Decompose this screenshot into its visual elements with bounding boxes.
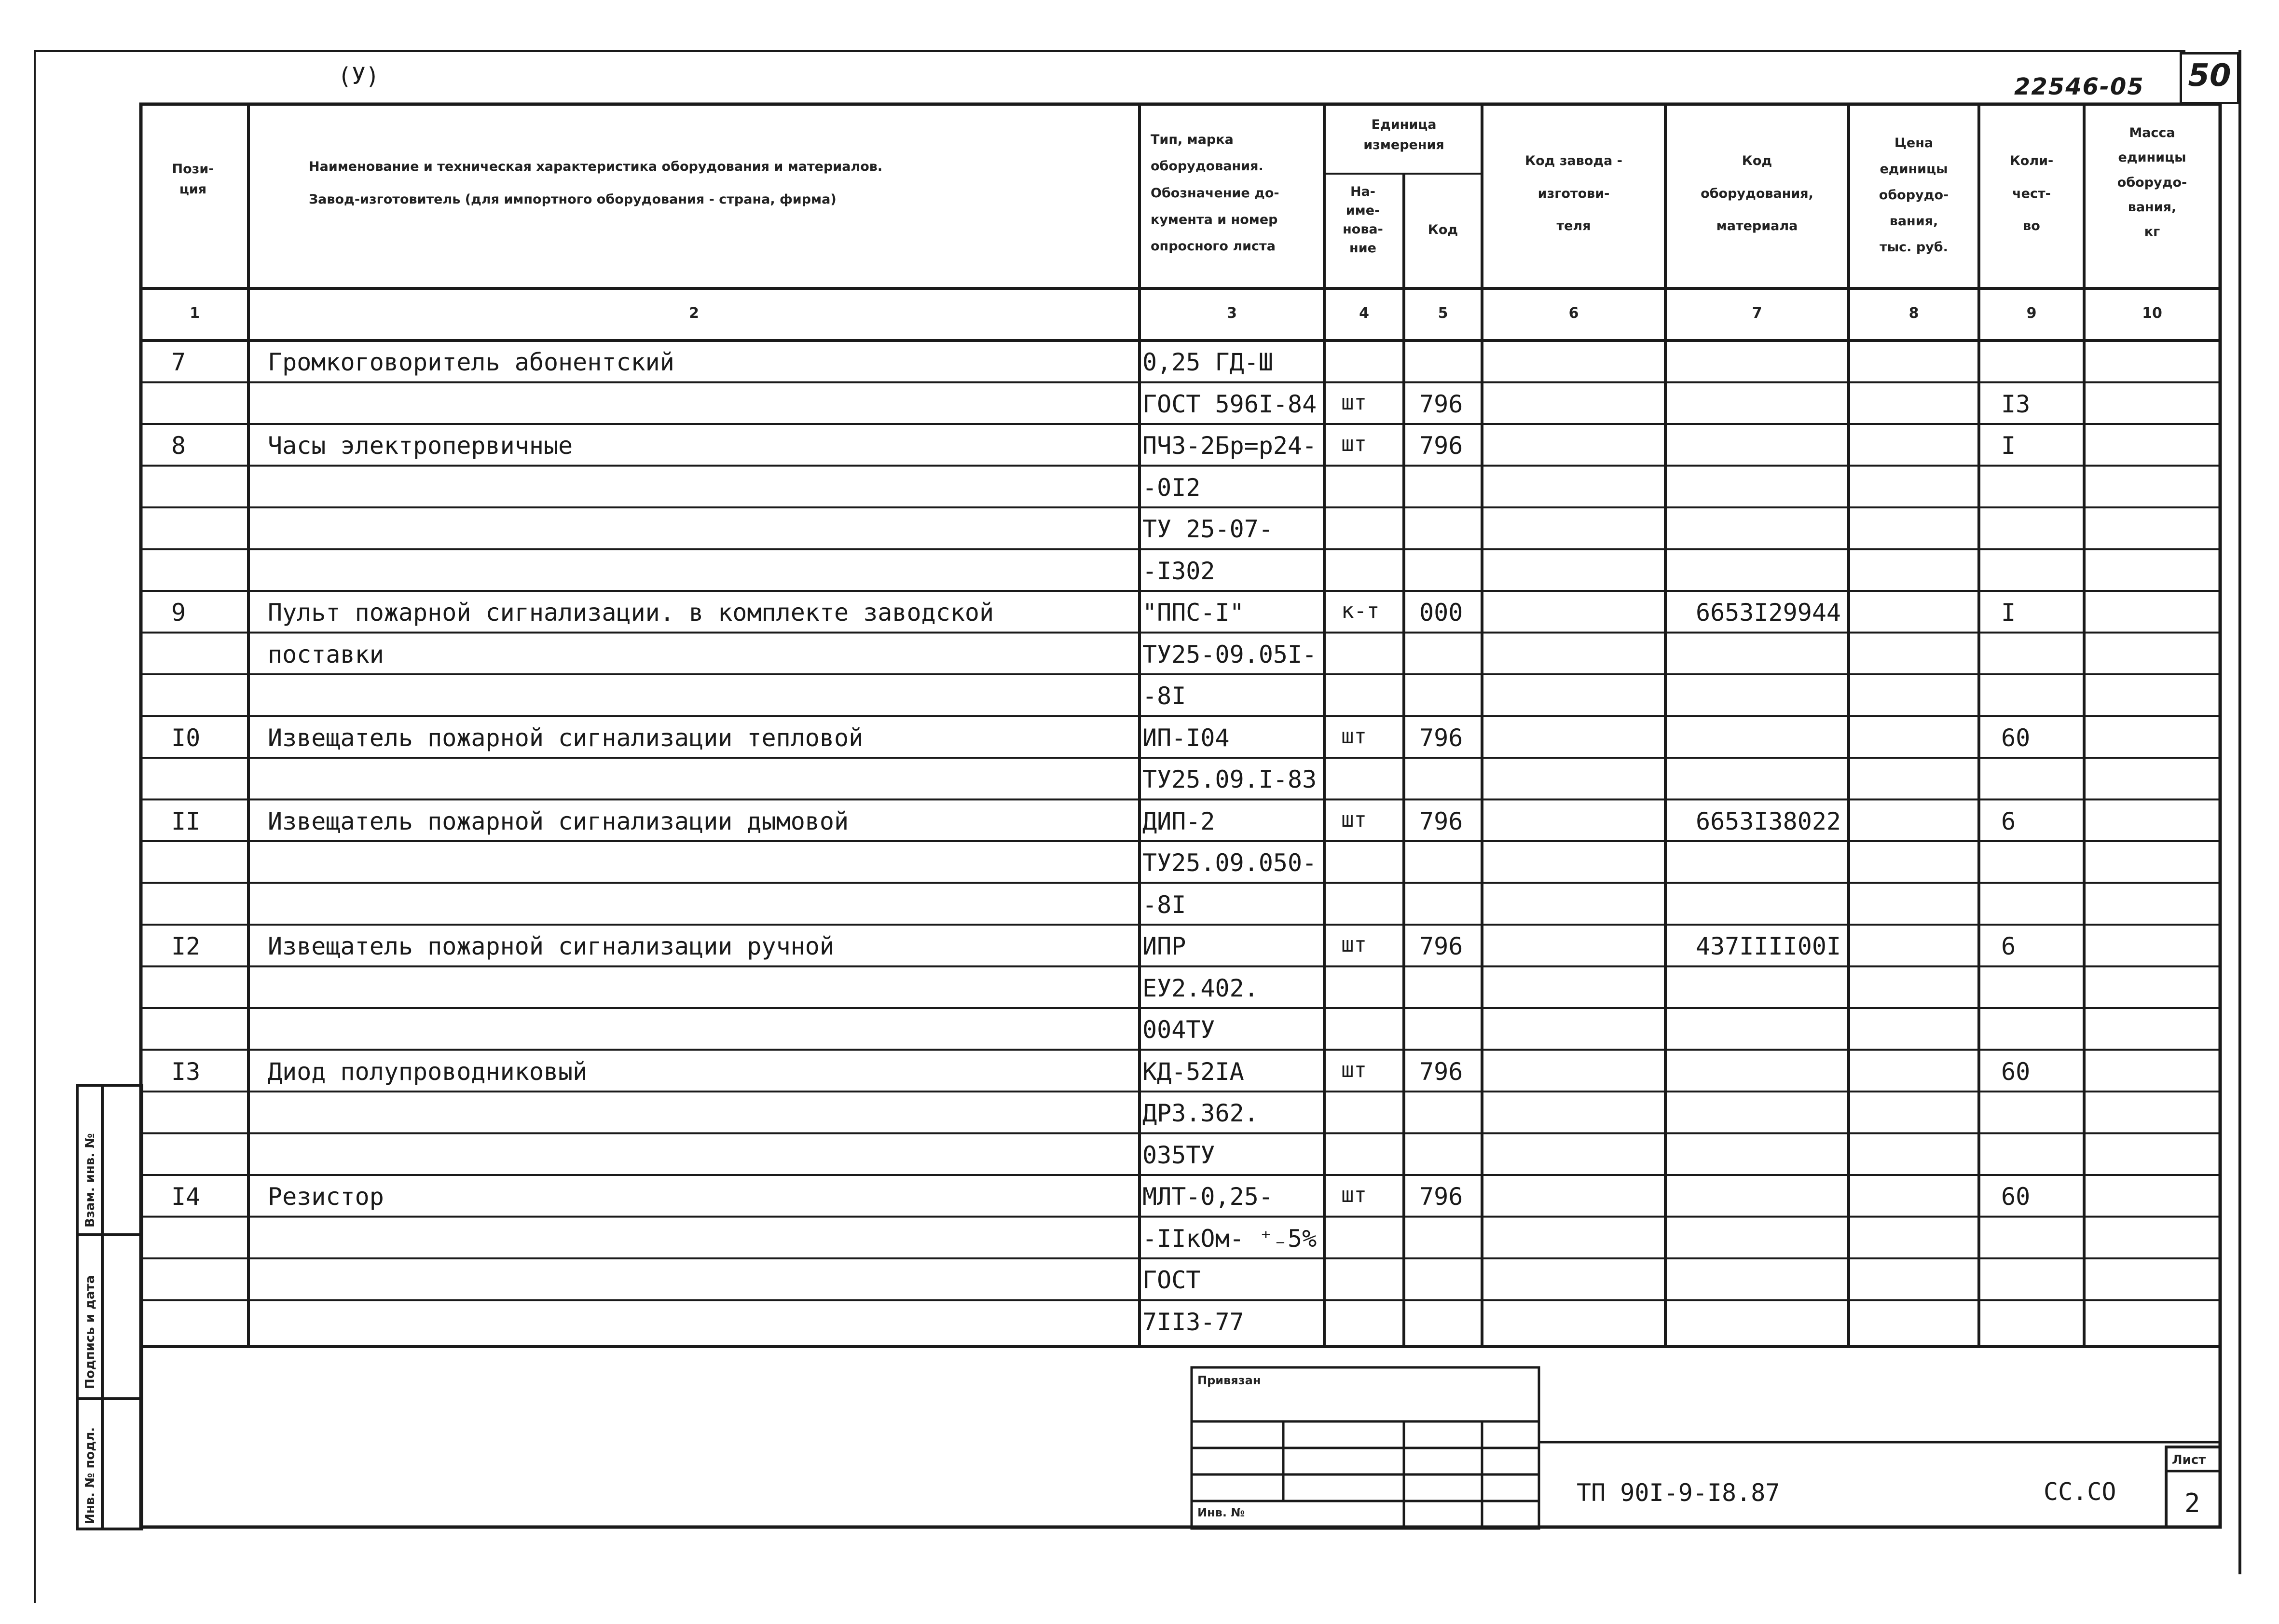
cell-quantity: 60 (2001, 1183, 2031, 1211)
header-text: теля (1556, 218, 1591, 233)
header-text: ние (1349, 241, 1376, 256)
column-number: 2 (689, 305, 699, 322)
side-label-inv-podl: Инв. № подл. (83, 1427, 97, 1524)
header-text: Завод-изготовитель (для импортного оборудования - страна, фирма) (309, 191, 837, 207)
cell-unit-code: 796 (1419, 723, 1463, 752)
cell-unit-code: 796 (1419, 932, 1463, 960)
cell-type: МЛТ-0,25- (1142, 1183, 1273, 1211)
cell-type: ДИП-2 (1142, 807, 1215, 835)
header-text: оборудо- (1879, 188, 1949, 203)
header-text: Обозначение до- (1151, 185, 1279, 201)
header-position (145, 159, 241, 200)
header-text: На- (1350, 184, 1376, 199)
cell-unit-code: 000 (1419, 599, 1463, 627)
stamp-code: СС.СО (2044, 1478, 2116, 1506)
cell-position: 7 (171, 348, 186, 376)
side-label-vzam-inv: Взам. инв. № (83, 1133, 97, 1228)
header-text: единицы (1880, 162, 1948, 177)
cell-type: -8I (1142, 682, 1186, 710)
cell-name: Извещатель пожарной сигнализации тепловой (268, 723, 864, 752)
cell-type: ТУ25.09.050- (1142, 849, 1317, 877)
header-text: оборудования. (1151, 159, 1263, 174)
cell-quantity: 6 (2001, 932, 2016, 960)
cell-type: ДР3.362. (1142, 1099, 1259, 1127)
header-text: во (2023, 218, 2040, 233)
cell-type: ПЧЗ-2Бр=р24- (1142, 432, 1317, 460)
side-label-signature-date: Подпись и дата (83, 1275, 97, 1389)
header-text: измерения (1363, 137, 1444, 152)
header-text: вания, (1889, 214, 1938, 229)
stamp-sheet-value: 2 (2184, 1488, 2200, 1518)
cell-name: Резистор (268, 1183, 384, 1211)
cell-name: Пульт пожарной сигнализации. в комплекте заводской (268, 599, 994, 627)
cell-type: 035ТУ (1142, 1141, 1215, 1169)
cell-type: 0,25 ГД-Ш (1142, 348, 1273, 376)
header-text: Наименование и техническая характеристика оборудования и материалов. (309, 159, 883, 174)
column-number: 4 (1359, 305, 1369, 322)
stamp-privyazan: Привязан (1197, 1374, 1261, 1387)
sheet-mark: (У) (338, 63, 380, 90)
cell-position: I0 (171, 723, 201, 752)
header-equip-code (1665, 145, 1849, 243)
cell-quantity: I3 (2001, 390, 2031, 418)
cell-type: 7II3-77 (1142, 1308, 1244, 1336)
header-text: оборудования, (1701, 186, 1813, 201)
cell-type: ТУ25-09.05I- (1142, 640, 1317, 669)
cell-type: -0I2 (1142, 473, 1201, 502)
column-number: 6 (1568, 305, 1579, 322)
cell-quantity: 60 (2001, 1057, 2031, 1086)
cell-type: ИПР (1142, 932, 1186, 960)
cell-quantity: 60 (2001, 723, 2031, 752)
stamp-inv-no: Инв. № (1197, 1506, 1245, 1519)
cell-type: -I302 (1142, 557, 1215, 585)
header-mass (2084, 121, 2220, 244)
header-text: Тип, марка (1151, 132, 1234, 147)
column-number: 8 (1908, 305, 1919, 322)
cell-type: ТУ25.09.I-83 (1142, 765, 1317, 793)
header-text: име- (1345, 203, 1380, 218)
page-number: 50 (2188, 58, 2231, 94)
cell-type: ТУ 25-07- (1142, 515, 1273, 543)
column-number: 7 (1752, 305, 1762, 322)
cell-type: ГОСТ 596I-84 (1142, 390, 1317, 418)
header-type (1151, 126, 1319, 260)
cell-type: ЕУ2.402. (1142, 974, 1259, 1002)
stamp-designation: ТП 90I-9-I8.87 (1577, 1479, 1780, 1507)
header-text: чест- (2012, 186, 2051, 201)
cell-position: I4 (171, 1183, 201, 1211)
column-number: 1 (190, 305, 200, 322)
header-text: ция (179, 181, 207, 197)
cell-type: КД-52IА (1142, 1057, 1244, 1086)
cell-quantity: I (2001, 599, 2016, 627)
header-text: материала (1716, 218, 1798, 233)
cell-type: -8I (1142, 890, 1186, 919)
cell-unit: шт (1341, 723, 1367, 749)
cell-position: 8 (171, 432, 186, 460)
cell-equip-code: 6653I29944 (1696, 599, 1841, 627)
cell-unit-code: 796 (1419, 432, 1463, 460)
header-price (1849, 130, 1979, 260)
cell-type: ИП-I04 (1142, 723, 1230, 752)
cell-name: Диод полупроводниковый (268, 1057, 588, 1086)
header-text: изготови- (1538, 186, 1610, 201)
header-text: Коли- (2009, 153, 2054, 168)
cell-position: II (171, 807, 201, 835)
stamp-sheet-label: Лист (2172, 1453, 2206, 1467)
header-text: Код завода - (1525, 153, 1622, 168)
cell-unit-code: 796 (1419, 807, 1463, 835)
cell-unit: шт (1341, 807, 1367, 832)
header-text: кг (2144, 224, 2160, 240)
header-text: опросного листа (1151, 239, 1276, 254)
header-text: Масса (2129, 125, 2175, 140)
column-number: 5 (1438, 305, 1448, 322)
cell-type: ГОСТ (1142, 1266, 1201, 1294)
cell-quantity: 6 (2001, 807, 2016, 835)
header-text: оборудо- (2117, 175, 2187, 190)
header-text: тыс. руб. (1880, 240, 1948, 255)
cell-type: 004ТУ (1142, 1016, 1215, 1044)
cell-unit: шт (1341, 1183, 1367, 1207)
cell-name: Громкоговоритель абонентский (268, 348, 674, 376)
header-text: Пози- (172, 162, 214, 177)
header-text: кумента и номер (1151, 212, 1278, 228)
header-quantity (1979, 145, 2084, 243)
document-number: 22546-05 (2014, 73, 2144, 100)
header-text: нова- (1343, 222, 1383, 237)
column-number: 10 (2142, 305, 2162, 322)
cell-equip-code: 437IIII00I (1696, 932, 1841, 960)
header-text: Код (1742, 153, 1772, 168)
header-unit-name (1327, 182, 1399, 258)
header-text: единицы (2118, 150, 2186, 165)
cell-equip-code: 6653I38022 (1696, 807, 1841, 835)
header-maker-code (1482, 145, 1665, 243)
cell-unit: шт (1341, 932, 1367, 957)
cell-position: 9 (171, 599, 186, 627)
cell-position: I3 (171, 1057, 201, 1086)
cell-position: I2 (171, 932, 201, 960)
header-name (309, 150, 1129, 216)
cell-name: Извещатель пожарной сигнализации дымовой (268, 807, 849, 835)
header-text: вания, (2128, 199, 2177, 215)
column-number: 9 (2026, 305, 2037, 322)
cell-unit-code: 796 (1419, 1057, 1463, 1086)
header-text: Цена (1894, 136, 1934, 150)
header-unit-code: Код (1428, 222, 1458, 237)
cell-name: Часы электропервичные (268, 432, 573, 460)
cell-name: Извещатель пожарной сигнализации ручной (268, 932, 834, 960)
header-text: Единица (1371, 117, 1437, 132)
cell-unit: к-т (1341, 599, 1380, 623)
cell-quantity: I (2001, 432, 2016, 460)
cell-type: -IIкОм- ⁺₋5% (1142, 1224, 1317, 1253)
header-unit (1327, 115, 1481, 155)
cell-name: поставки (268, 640, 384, 669)
cell-unit-code: 796 (1419, 1183, 1463, 1211)
column-number: 3 (1227, 305, 1237, 322)
cell-unit: шт (1341, 432, 1367, 456)
cell-unit: шт (1341, 390, 1367, 415)
cell-unit-code: 796 (1419, 390, 1463, 418)
cell-unit: шт (1341, 1057, 1367, 1082)
cell-type: "ППС-I" (1142, 599, 1244, 627)
